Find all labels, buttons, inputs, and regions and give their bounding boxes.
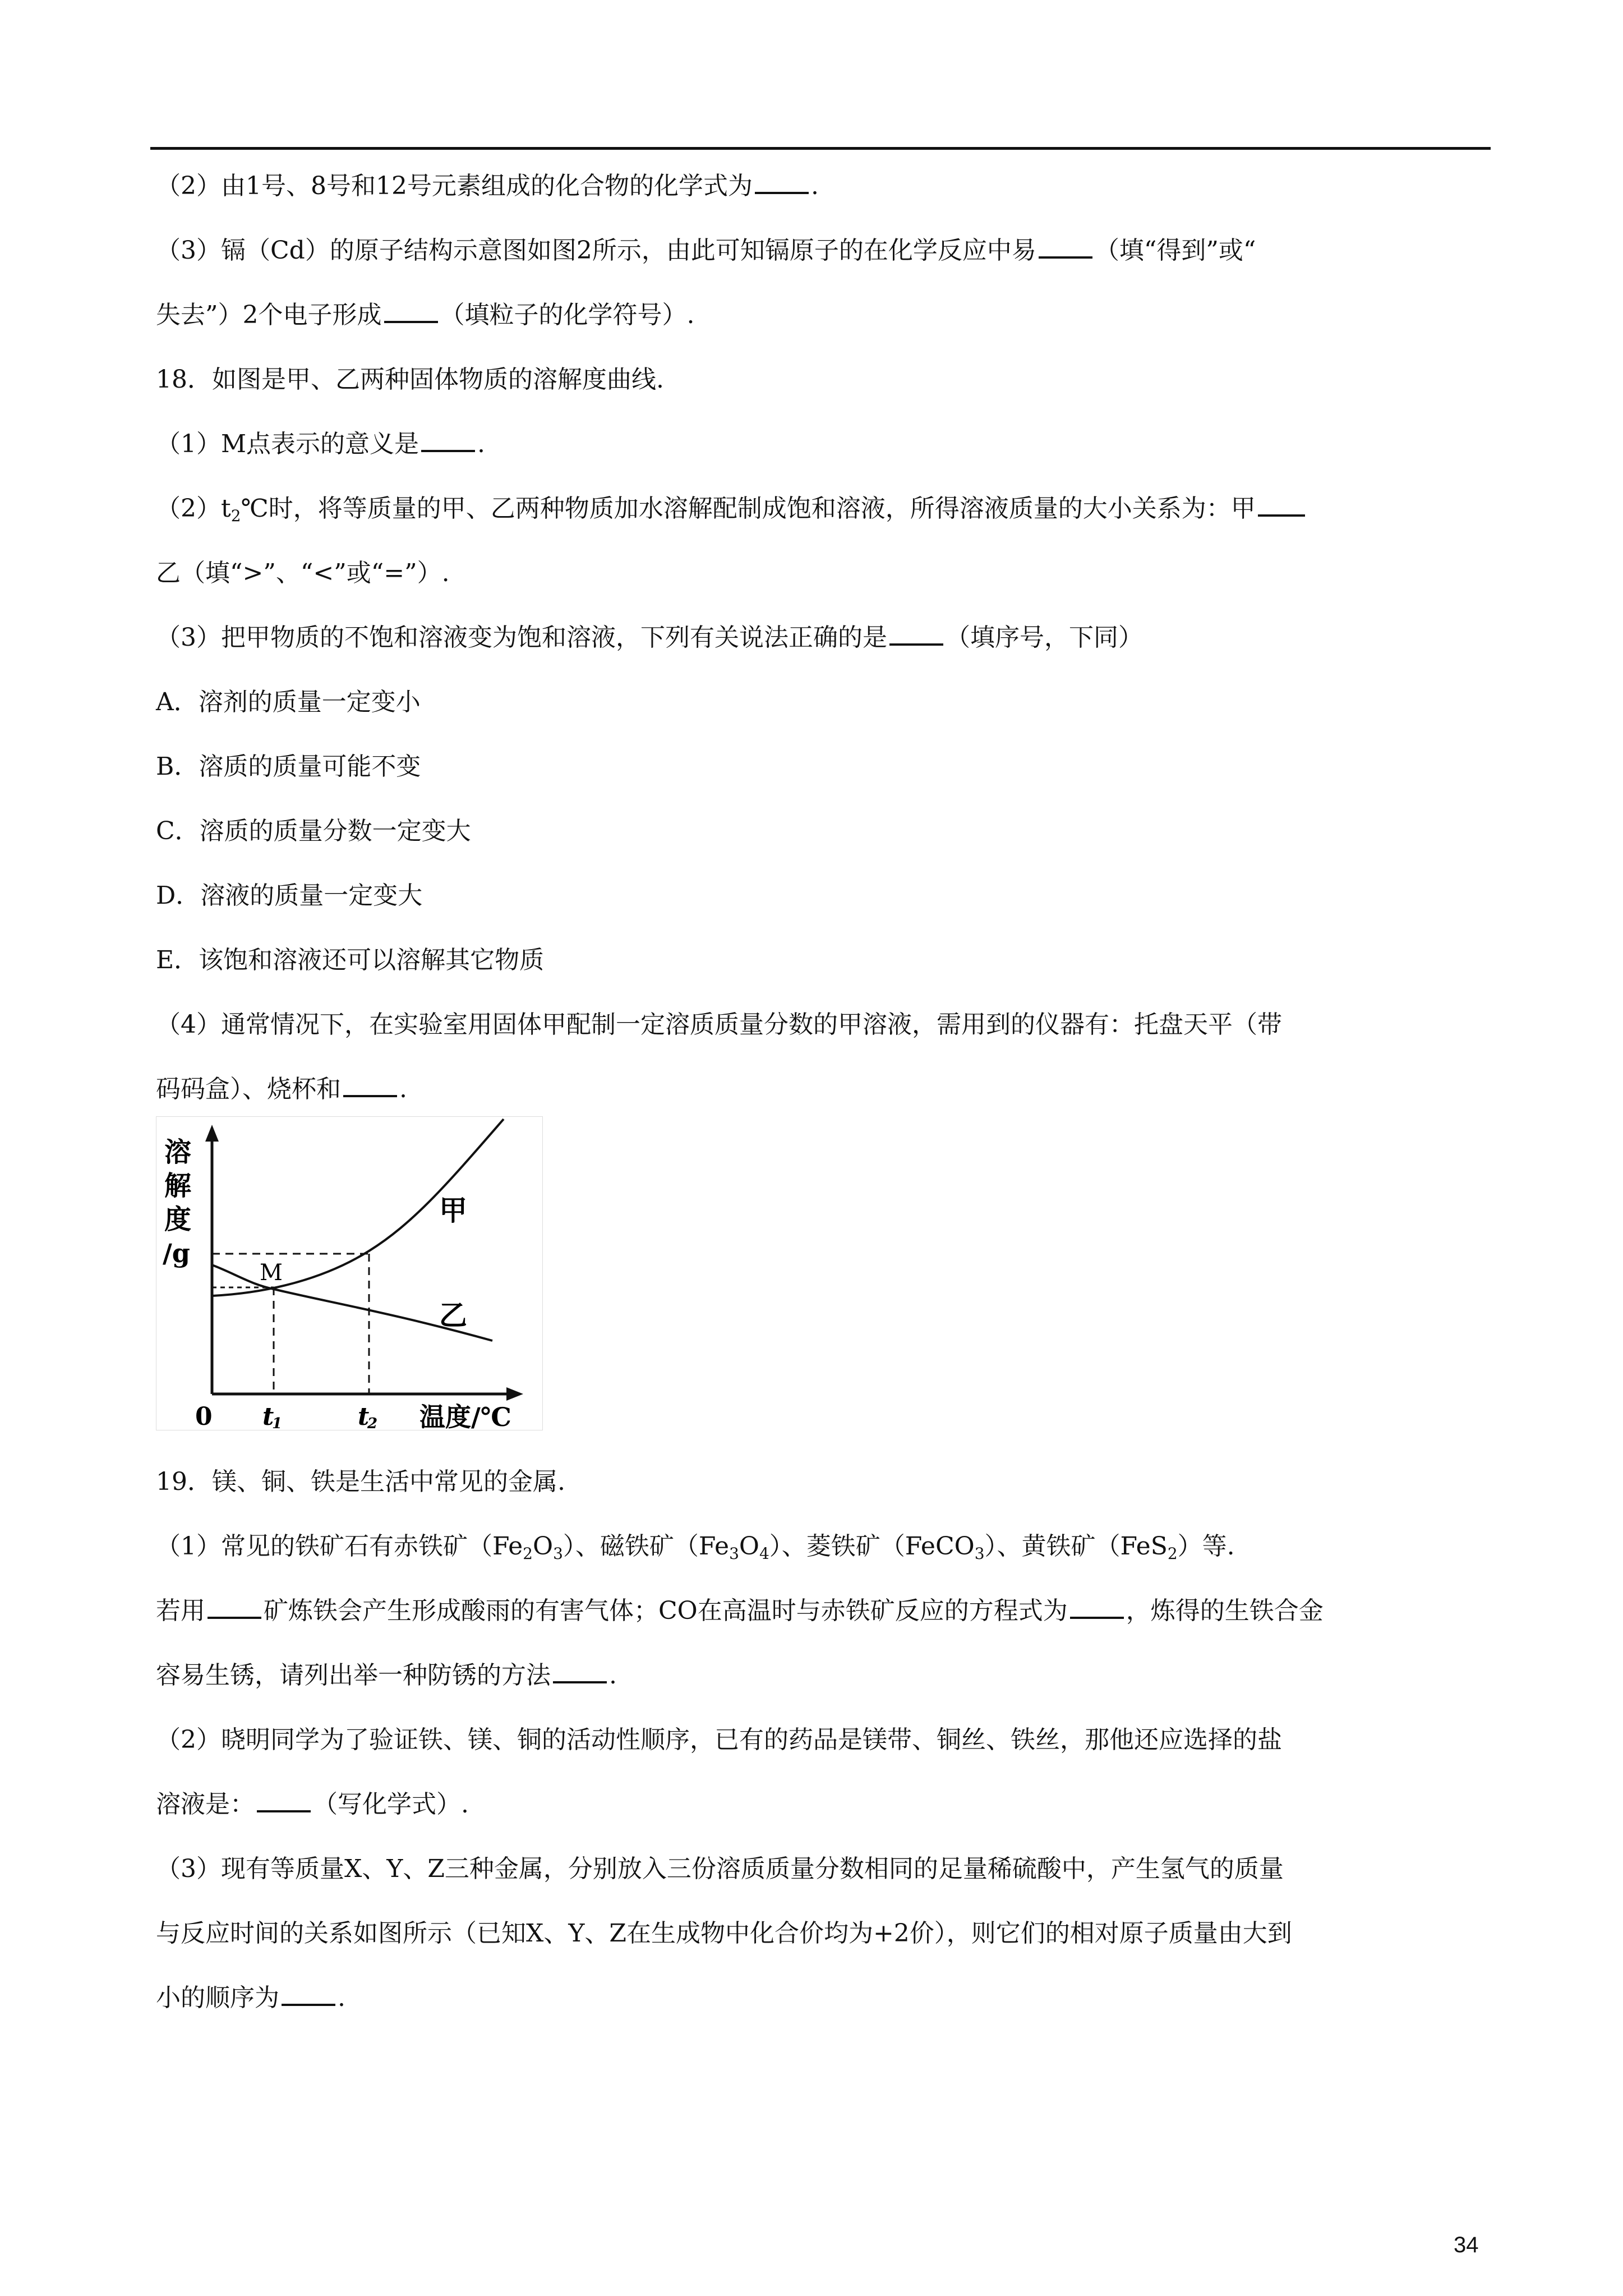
text: 容易生锈，请列出举一种防锈的方法	[156, 1661, 551, 1690]
text: 码码盒）、烧杯和	[156, 1075, 341, 1103]
solubility-curve-figure	[156, 1116, 543, 1430]
y-label-char-3: 度	[164, 1204, 192, 1235]
text: （写化学式）.	[313, 1790, 469, 1819]
answer-blank[interactable]	[343, 1075, 397, 1097]
answer-blank[interactable]	[1258, 494, 1305, 517]
text: .	[810, 172, 819, 200]
page-number: 34	[1454, 2233, 1479, 2257]
y-label-char-1: 溶	[164, 1137, 192, 1168]
answer-blank[interactable]	[282, 1984, 335, 2006]
question-19-3-cont2	[156, 1981, 345, 2015]
subscript: 4	[759, 1544, 769, 1563]
subscript: 2	[523, 1544, 533, 1563]
text: ℃时，将等质量的甲、乙两种物质加水溶解配制成饱和溶液，所得溶液质量的大小关系为：甲	[241, 494, 1256, 523]
question-18-2	[156, 492, 1307, 533]
text: （填粒子的化学符号）.	[440, 301, 695, 329]
text: 小的顺序为	[156, 1984, 279, 2012]
answer-blank[interactable]	[755, 172, 809, 194]
text: （1）M点表示的意义是	[156, 430, 419, 458]
text: 溶液是：	[156, 1790, 255, 1819]
question-19-1-cont	[156, 1594, 1324, 1628]
text: ）、磁铁矿（Fe	[562, 1532, 730, 1561]
subscript: 2	[230, 507, 241, 525]
answer-blank[interactable]	[1070, 1596, 1124, 1619]
text: （填“得到”或“	[1094, 236, 1256, 265]
point-m-label: M	[260, 1260, 283, 1286]
text: ，炼得的生铁合金	[1126, 1596, 1324, 1625]
question-19-title: 19．镁、铜、铁是生活中常见的金属.	[156, 1467, 565, 1496]
text: （3）镉（Cd）的原子结构示意图如图2所示，由此可知镉原子的在化学反应中易	[156, 236, 1036, 265]
t2-subscript: 2	[367, 1415, 378, 1430]
t1-label: t	[262, 1402, 274, 1430]
text: .	[338, 1984, 345, 2012]
question-18-4-cont	[156, 1073, 407, 1106]
text: （1）常见的铁矿石有赤铁矿（Fe	[156, 1532, 523, 1561]
subscript: 2	[1167, 1544, 1178, 1563]
text: O	[739, 1532, 759, 1561]
question-18-3	[156, 621, 1143, 655]
option-e: E．该饱和溶液还可以溶解其它物质	[156, 946, 545, 974]
answer-blank[interactable]	[553, 1661, 607, 1683]
subscript: 3	[553, 1544, 563, 1563]
option-a: A．溶剂的质量一定变小	[156, 688, 421, 716]
question-17-2	[156, 169, 819, 203]
option-c: C．溶质的质量分数一定变大	[156, 817, 471, 845]
y-label-char-2: 解	[164, 1170, 192, 1202]
curve-jia-label: 甲	[439, 1194, 467, 1227]
question-19-3: （3）现有等质量X、Y、Z三种金属，分别放入三份溶质质量分数相同的足量稀硫酸中，产生氢气的质量	[156, 1855, 1284, 1883]
question-18-1	[156, 427, 485, 461]
t2-label: t	[358, 1402, 370, 1430]
figure-frame	[156, 1116, 543, 1430]
text: .	[477, 430, 486, 458]
answer-blank[interactable]	[421, 430, 475, 452]
option-b: B．溶质的质量可能不变	[156, 752, 421, 781]
question-18-2-cont: 乙（填“>”、“<”或“=”）.	[156, 559, 450, 587]
question-19-3-cont: 与反应时间的关系如图所示（已知X、Y、Z在生成物中化合价均为+2价），则它们的相对原子质量由大到	[156, 1919, 1292, 1948]
text: 失去”）2个电子形成	[156, 301, 382, 329]
answer-blank[interactable]	[257, 1790, 311, 1812]
question-19-2: （2）晓明同学为了验证铁、镁、铜的活动性顺序，已有的药品是镁带、铜丝、铁丝，那他还应选择的盐	[156, 1726, 1282, 1754]
question-19-2-cont	[156, 1788, 469, 1821]
text: O	[532, 1532, 554, 1561]
answer-blank[interactable]	[889, 623, 943, 646]
question-17-3-cont	[156, 298, 695, 332]
question-19-1	[156, 1530, 1235, 1571]
x-axis-label: 温度/℃	[419, 1402, 511, 1430]
header-rule	[150, 147, 1491, 150]
text: .	[399, 1075, 407, 1103]
text: 若用	[156, 1596, 205, 1625]
question-17-3	[156, 234, 1256, 268]
text: ）、黄铁矿（FeS	[984, 1532, 1168, 1561]
text: ）等.	[1177, 1532, 1235, 1561]
t1-subscript: 1	[272, 1415, 283, 1430]
answer-blank[interactable]	[384, 301, 438, 323]
curve-yi-label: 乙	[439, 1299, 467, 1332]
question-18-4: （4）通常情况下，在实验室用固体甲配制一定溶质质量分数的甲溶液，需用到的仪器有：托盘天平（带	[156, 1010, 1282, 1039]
answer-blank[interactable]	[1039, 236, 1092, 259]
text: （2）t	[156, 494, 231, 523]
answer-blank[interactable]	[208, 1596, 261, 1619]
y-label-char-4: /g	[163, 1238, 190, 1268]
origin-label: 0	[195, 1402, 213, 1430]
subscript: 3	[974, 1544, 985, 1563]
text: .	[609, 1661, 617, 1690]
subscript: 3	[729, 1544, 739, 1563]
text: （填序号，下同）	[946, 623, 1143, 652]
text: ）、菱铁矿（FeCO	[769, 1532, 975, 1561]
question-18-title: 18．如图是甲、乙两种固体物质的溶解度曲线.	[156, 365, 664, 394]
text: （2）由1号、8号和12号元素组成的化合物的化学式为	[156, 172, 753, 200]
question-19-1-cont2	[156, 1659, 617, 1692]
text: （3）把甲物质的不饱和溶液变为饱和溶液，下列有关说法正确的是	[156, 623, 887, 652]
option-d: D．溶液的质量一定变大	[156, 881, 423, 910]
text: 矿炼铁会产生形成酸雨的有害气体；CO在高温时与赤铁矿反应的方程式为	[264, 1596, 1068, 1625]
